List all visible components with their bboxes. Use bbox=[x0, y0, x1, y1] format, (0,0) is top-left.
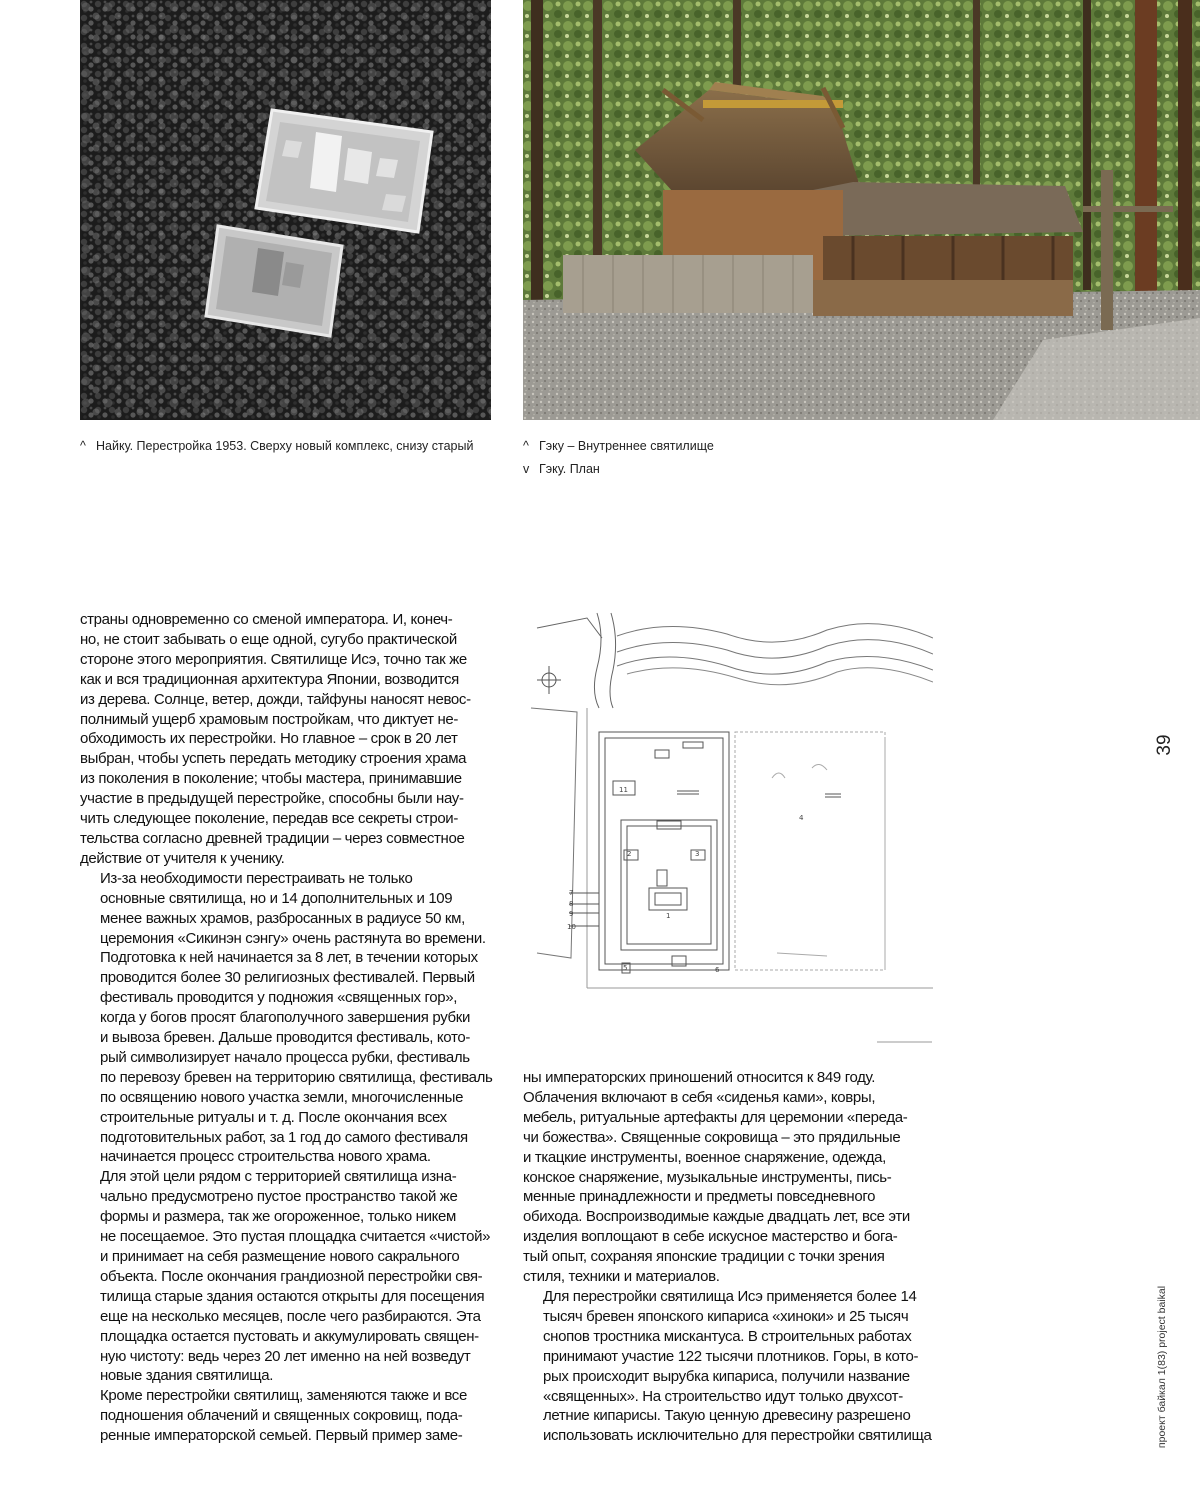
text-line: чи божества». Священные сокровища – это прядильные bbox=[523, 1128, 901, 1146]
text-line: тысяч бревен японского кипариса «хиноки» и 25 тысяч bbox=[543, 1307, 909, 1325]
text-line: стороне этого мероприятия. Святилище Исэ, точно так же bbox=[80, 650, 467, 668]
shrine-photo bbox=[523, 0, 1200, 420]
text-line: действие от учителя к ученику. bbox=[80, 849, 285, 867]
plan-label-4: 4 bbox=[799, 814, 804, 822]
text-line: из поколения в поколение; чтобы мастера, принимавшие bbox=[80, 770, 462, 788]
text-line: Облачения включают в себя «сиденья ками», ковры, bbox=[523, 1088, 876, 1106]
caption-up-marker: ^ bbox=[523, 439, 529, 453]
text-line: площадка остается пустовать и аккумулировать священ- bbox=[100, 1327, 479, 1345]
text-line: конское снаряжение, музыкальные инструменты, пись- bbox=[523, 1168, 892, 1186]
text-line: летние кипарисы. Такую ценную древесину разрешено bbox=[543, 1407, 911, 1425]
page-number: 39 bbox=[1154, 734, 1175, 756]
text-line: начинается процесс строительства нового храма. bbox=[100, 1148, 431, 1166]
text-line: из дерева. Солнце, ветер, дожди, тайфуны наносят невос- bbox=[80, 690, 471, 708]
article-paragraph bbox=[523, 1287, 943, 1446]
text-line: не посещаемое. Это пустая площадка считается «чистой» bbox=[100, 1228, 491, 1246]
text-line: строительные ритуалы и т. д. После окончания всех bbox=[100, 1108, 447, 1126]
plan-label-5: 5 bbox=[623, 964, 628, 972]
text-line: участие в предыдущей перестройке, способны были нау- bbox=[80, 790, 464, 808]
plan-label-3: 3 bbox=[695, 850, 700, 858]
plan-label-7: 7 bbox=[569, 889, 574, 897]
text-line: проводится более 30 религиозных фестивалей. Первый bbox=[100, 969, 475, 987]
text-line: по перевозу бревен на территорию святилища, фестиваль bbox=[100, 1068, 493, 1086]
text-line: Подготовка к ней начинается за 8 лет, в течении которых bbox=[100, 949, 478, 967]
text-line: мебель, ритуальные артефакты для церемонии «переда- bbox=[523, 1108, 908, 1126]
text-line: но, не стоит забывать о еще одной, сугубо практической bbox=[80, 630, 457, 648]
text-line: рый символизирует начало процесса рубки, фестиваль bbox=[100, 1048, 470, 1066]
caption-text: Гэку. План bbox=[539, 462, 600, 476]
article-column-left bbox=[80, 610, 500, 1446]
plan-label-1: 1 bbox=[666, 912, 671, 920]
text-line: обходимость их перестройки. Но главное – срок в 20 лет bbox=[80, 730, 458, 748]
plan-label-8: 8 bbox=[569, 900, 574, 908]
caption-up-marker: ^ bbox=[80, 439, 86, 453]
text-line: обихода. Воспроизводимые каждые двадцать лет, все эти bbox=[523, 1208, 910, 1226]
text-line: и вывоза бревен. Дальше проводится фестиваль, кото- bbox=[100, 1029, 470, 1047]
plan-label-6: 6 bbox=[715, 966, 720, 974]
article-paragraph bbox=[80, 610, 500, 869]
text-line: Кроме перестройки святилищ, заменяются также и все bbox=[100, 1387, 467, 1405]
text-line: принимают участие 122 тысячи плотников. Горы, в кото- bbox=[543, 1347, 919, 1365]
text-line: ную чистоту: ведь через 20 лет именно на ней возведут bbox=[100, 1347, 471, 1365]
text-line: подготовительных работ, за 1 год до самого фестиваля bbox=[100, 1128, 468, 1146]
text-line: тельства согласно древней традиции – через совместное bbox=[80, 829, 465, 847]
caption-plan bbox=[523, 458, 600, 481]
text-line: чить следующее поколение, передав все секреты строи- bbox=[80, 810, 458, 828]
text-line: выбран, чтобы успеть передать методику строения храма bbox=[80, 750, 467, 768]
text-line: как и вся традиционная архитектура Японии, возводится bbox=[80, 670, 459, 688]
text-line: и ткацкие инструменты, военное снаряжение, одежда, bbox=[523, 1148, 886, 1166]
caption-down-marker: v bbox=[523, 462, 530, 476]
text-line: тый опыт, сохраняя японские традиции с точки зрения bbox=[523, 1248, 885, 1266]
plan-label-11: 11 bbox=[619, 786, 628, 794]
text-line: подношения облачений и священных сокровищ, пода- bbox=[100, 1407, 463, 1425]
text-line: изделия воплощают в себе искусное мастерство и бога- bbox=[523, 1228, 898, 1246]
caption-text: Гэку – Внутреннее святилище bbox=[539, 439, 714, 453]
text-line: чально предусмотрено пустое пространство такой же bbox=[100, 1188, 458, 1206]
text-line: ренные императорской семьей. Первый пример заме- bbox=[100, 1427, 463, 1445]
plan-label-10: 10 bbox=[567, 923, 576, 931]
text-line: Для этой цели рядом с территорией святилища изна- bbox=[100, 1168, 457, 1186]
text-line: фестиваль проводится у подножия «священных гор», bbox=[100, 989, 458, 1007]
text-line: основные святилища, но и 14 дополнительных и 109 bbox=[100, 889, 453, 907]
site-plan-drawing bbox=[527, 608, 933, 1048]
text-line: и принимает на себя размещение нового сакрального bbox=[100, 1248, 460, 1265]
text-line: полнимый ущерб храмовым постройкам, что диктует не- bbox=[80, 710, 459, 728]
text-line: Для перестройки святилища Исэ применяется более 14 bbox=[543, 1287, 917, 1305]
text-line: «священных». На строительство идут только двухсот- bbox=[543, 1387, 903, 1405]
caption-shrine-photo bbox=[523, 435, 714, 458]
plan-label-2: 2 bbox=[627, 850, 632, 858]
text-line: новые здания святилища. bbox=[100, 1367, 274, 1385]
text-line: церемония «Сикинэн сэнгу» очень растянута во времени. bbox=[100, 929, 486, 947]
text-line: рых происходит вырубка кипариса, получили название bbox=[543, 1367, 910, 1385]
text-line: стиля, техники и материалов. bbox=[523, 1268, 720, 1286]
text-line: Из-за необходимости перестраивать не только bbox=[100, 869, 413, 887]
text-line: когда у богов просят благополучного завершения рубки bbox=[100, 1009, 471, 1027]
text-line: формы и размера, так же огороженное, только никем bbox=[100, 1208, 456, 1226]
text-line: снопов тростника мискантуса. В строительных работах bbox=[543, 1327, 912, 1345]
aerial-photo bbox=[80, 0, 491, 420]
article-paragraph bbox=[80, 1167, 500, 1386]
text-line: еще на несколько месяцев, после чего разбираются. Эта bbox=[100, 1307, 481, 1325]
text-line: ны императорских приношений относится к 849 году. bbox=[523, 1069, 876, 1086]
text-line: тилища старые здания остаются открыты для посещения bbox=[100, 1287, 485, 1305]
text-line: менее важных храмов, разбросанных в радиусе 50 км, bbox=[100, 909, 465, 927]
text-line: страны одновременно со сменой императора. И, конеч- bbox=[80, 611, 453, 628]
article-column-right bbox=[523, 1068, 943, 1446]
plan-label-9: 9 bbox=[569, 910, 574, 918]
text-line: объекта. После окончания грандиозной перестройки свя- bbox=[100, 1267, 483, 1285]
text-line: по освящению нового участка земли, многочисленные bbox=[100, 1088, 464, 1106]
article-paragraph bbox=[80, 1386, 500, 1446]
text-line: использовать исключительно для перестройки святилища bbox=[543, 1427, 932, 1445]
article-paragraph bbox=[80, 869, 500, 1168]
article-paragraph bbox=[523, 1068, 943, 1287]
caption-aerial-photo bbox=[80, 435, 473, 458]
text-line: менные принадлежности и предметы повседневного bbox=[523, 1188, 876, 1206]
journal-footer: проект байкал 1(83) project baikal bbox=[1156, 1285, 1168, 1449]
caption-text: Найку. Перестройка 1953. Сверху новый комплекс, снизу старый bbox=[96, 439, 474, 453]
